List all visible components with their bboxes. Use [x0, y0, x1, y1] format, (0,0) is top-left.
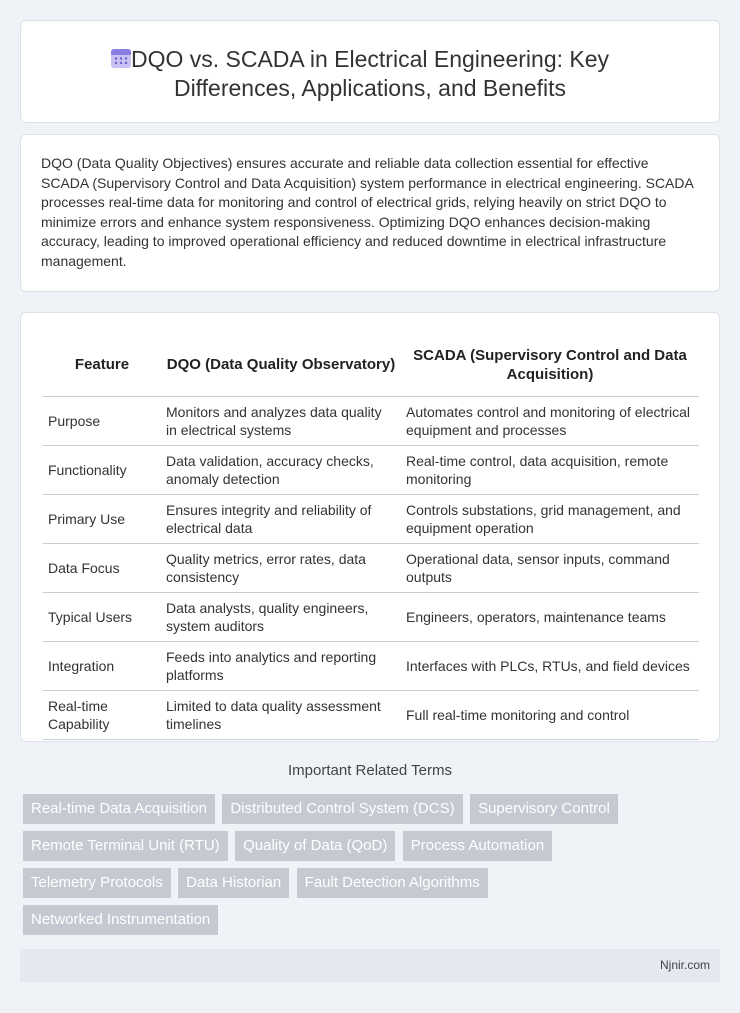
footer: [20, 949, 720, 982]
related-term-tag[interactable]: Networked Instrumentation: [23, 905, 218, 935]
row-scada-value: Operational data, sensor inputs, command outputs: [401, 543, 699, 592]
row-dqo-value: Data validation, accuracy checks, anomaly detection: [161, 445, 401, 494]
row-scada-value: Interfaces with PLCs, RTUs, and field devices: [401, 641, 699, 690]
table-row: [43, 690, 699, 739]
table-row: [43, 543, 699, 592]
comparison-table: [43, 334, 699, 740]
row-feature: Primary Use: [43, 494, 161, 543]
row-feature: Typical Users: [43, 592, 161, 641]
related-term-tag[interactable]: Quality of Data (QoD): [235, 831, 395, 861]
intro-card: [20, 134, 720, 292]
row-feature: Real-time Capability: [43, 690, 161, 739]
row-dqo-value: Ensures integrity and reliability of electrical data: [161, 494, 401, 543]
related-terms-heading: Important Related Terms: [288, 762, 452, 779]
row-scada-value: Engineers, operators, maintenance teams: [401, 592, 699, 641]
intro-paragraph: DQO (Data Quality Objectives) ensures accurate and reliable data collection essential for effective SCADA (Supervisory Control and Data Acquisition) system performance in electrical engineering. SCADA processes real-time data for monitoring and control of electrical grids, relying heavily on strict DQO to minimize errors and enhance system responsiveness. Optimizing DQO enhances decision-making accuracy, leading to improved operational efficiency and reduced downtime in electrical infrastructure management.: [41, 155, 694, 269]
table-row: [43, 396, 699, 445]
table-row: [43, 592, 699, 641]
row-feature: Data Focus: [43, 543, 161, 592]
header-dqo: DQO (Data Quality Observatory): [161, 334, 401, 396]
row-scada-value: Automates control and monitoring of electrical equipment and processes: [401, 396, 699, 445]
table-row: [43, 445, 699, 494]
header-scada: SCADA (Supervisory Control and Data Acquisition): [401, 334, 699, 396]
page-title: [21, 45, 719, 103]
related-term-tag[interactable]: Real-time Data Acquisition: [23, 794, 215, 824]
related-term-tag[interactable]: Data Historian: [178, 868, 289, 898]
row-dqo-value: Quality metrics, error rates, data consistency: [161, 543, 401, 592]
comparison-card: [20, 312, 720, 742]
row-dqo-value: Feeds into analytics and reporting platforms: [161, 641, 401, 690]
related-term-tag[interactable]: Telemetry Protocols: [23, 868, 171, 898]
related-term-tag[interactable]: Supervisory Control: [470, 794, 618, 824]
row-scada-value: Controls substations, grid management, and equipment operation: [401, 494, 699, 543]
related-term-tag[interactable]: Distributed Control System (DCS): [222, 794, 462, 824]
row-feature: Integration: [43, 641, 161, 690]
table-row: [43, 641, 699, 690]
table-row: [43, 494, 699, 543]
title-card: [20, 20, 720, 123]
row-dqo-value: Monitors and analyzes data quality in electrical systems: [161, 396, 401, 445]
footer-site-link[interactable]: Njnir.com: [659, 958, 710, 972]
row-feature: Purpose: [43, 396, 161, 445]
related-terms-list: [23, 794, 723, 942]
page-title-line-1: DQO vs. SCADA in Electrical Engineering: Key: [130, 46, 610, 72]
related-term-tag[interactable]: Remote Terminal Unit (RTU): [23, 831, 228, 861]
row-dqo-value: Limited to data quality assessment timelines: [161, 690, 401, 739]
row-feature: Functionality: [43, 445, 161, 494]
row-scada-value: Real-time control, data acquisition, remote monitoring: [401, 445, 699, 494]
related-term-tag[interactable]: Process Automation: [403, 831, 552, 861]
header-feature: Feature: [43, 334, 161, 396]
table-header-row: [43, 334, 699, 396]
row-dqo-value: Data analysts, quality engineers, system auditors: [161, 592, 401, 641]
related-term-tag[interactable]: Fault Detection Algorithms: [297, 868, 488, 898]
row-scada-value: Full real-time monitoring and control: [401, 690, 699, 739]
page-title-line-2: Differences, Applications, and Benefits: [173, 75, 567, 101]
